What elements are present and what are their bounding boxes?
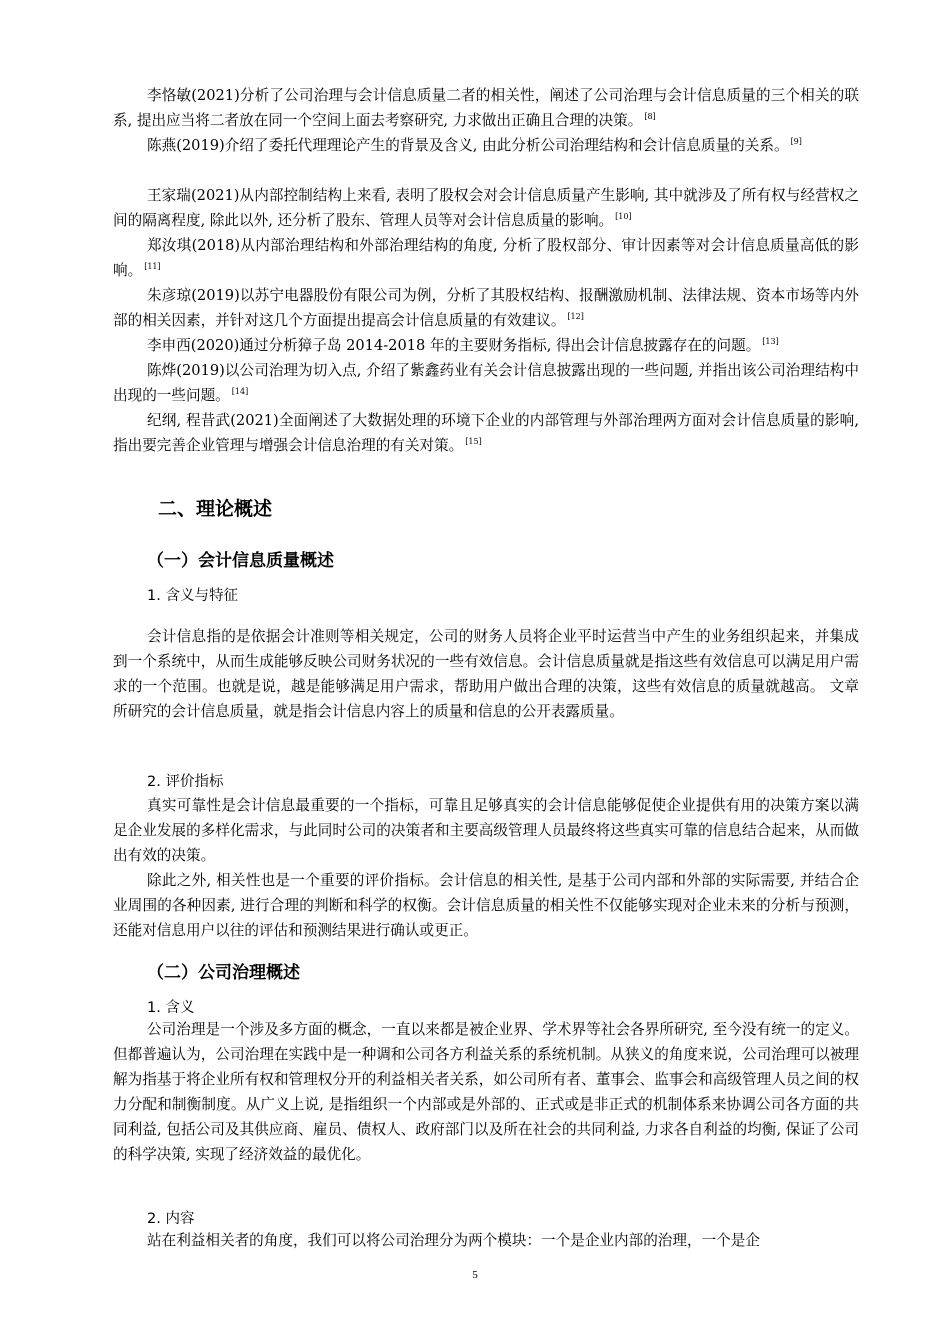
body-paragraph: 真实可靠性是会计信息最重要的一个指标，可靠且足够真实的会计信息能够促使企业提供有用的决策方案以满足企业发展的多样化需求，与此同时公司的决策者和主要高级管理人员最终将这些真实可靠的信息结合起来，从而做出有效的决策。: [113, 797, 859, 864]
citation-ref: [8]: [644, 112, 656, 122]
paragraph-text: 郑汝琪(2018)从内部治理结构和外部治理结构的角度, 分析了股权部分、审计因素等对会计信息质量高低的影响。: [113, 237, 859, 279]
body-paragraph: 会计信息指的是依据会计准则等相关规定，公司的财务人员将企业平时运营当中产生的业务组织起来，并集成到一个系统中，从而生成能够反映公司财务状况的一些有效信息。会计信息质量就是指这些有效信息可以满足用户需求的一个范围。也就是说，越是能够满足用户需求，帮助用户做出合理的决策，这些有效信息的质量就越高。 文章所研究的会计信息质量，就是指会计信息内容上的质量和信息的公开表露质量。: [113, 628, 859, 720]
citation-ref: [15]: [465, 437, 482, 447]
citation-ref: [11]: [144, 262, 161, 272]
review-paragraph: [113, 83, 859, 133]
heading-content: 2. 内容: [147, 1211, 195, 1227]
paragraph-text: 纪纲, 程昔武(2021)全面阐述了大数据处理的环境下企业的内部管理与外部治理两方面对会计信息质量的影响, 指出要完善企业管理与增强会计信息治理的有关对策。: [113, 412, 859, 454]
paragraph-text: 李申西(2020)通过分析獐子岛 2014-2018 年的主要财务指标, 得出会计信息披露存在的问题。: [147, 337, 761, 354]
body-paragraph: 站在利益相关者的角度，我们可以将公司治理分为两个模块：一个是企业内部的治理，一个是企: [147, 1232, 760, 1249]
section-title: 二、理论概述: [158, 498, 273, 520]
citation-ref: [9]: [790, 137, 802, 147]
review-paragraph: [113, 183, 859, 233]
review-paragraph: [113, 333, 859, 358]
subsection-title-accounting-info: （一）会计信息质量概述: [147, 551, 334, 571]
review-paragraph: [113, 358, 859, 408]
paragraph-text: 李恪敏(2021)分析了公司治理与会计信息质量二者的相关性，阐述了公司治理与会计信息质量的三个相关的联系, 提出应当将二者放在同一个空间上面去考察研究, 力求做出正确且合理的决策。: [113, 87, 859, 129]
page-number: 5: [472, 1269, 478, 1281]
heading-meaning-features: 1. 含义与特征: [147, 588, 238, 604]
review-paragraph: [113, 408, 859, 458]
review-paragraph: [113, 283, 859, 333]
paragraph-text: 朱彦琼(2019)以苏宁电器股份有限公司为例，分析了其股权结构、报酬激励机制、法律法规、资本市场等内外部的相关因素，并针对这几个方面提出提高会计信息质量的有效建议。: [113, 287, 859, 329]
citation-ref: [13]: [762, 337, 779, 347]
accounting-info-meaning: [113, 624, 859, 724]
paragraph-text: 陈燕(2019)介绍了委托代理理论产生的背景及含义, 由此分析公司治理结构和会计信息质量的关系。: [147, 137, 789, 154]
governance-meaning: [113, 1017, 859, 1167]
body-paragraph: 公司治理是一个涉及多方面的概念，一直以来都是被企业界、学术界等社会各界所研究, 至今没有统一的定义。但都普遍认为，公司治理在实践中是一种调和公司各方利益关系的系统机制。从狭义的角度来说，公司治理可以被理解为指基于将企业所有权和管理权分开的利益相关者关系，如公司所有者、董事会、监事会和高级管理人员之间的权力分配和制衡制度。从广义上说, 是指组织一个内部或是外部的、正式或是非正式的机制体系来协调公司各方面的共同利益, 包括公司及其供应商、雇员、债权人、政府部门以及所在社会的共同利益, 力求各自利益的均衡, 保证了公司的科学决策, 实现了经济效益的最优化。: [113, 1021, 859, 1163]
subsection-title-governance: （二）公司治理概述: [147, 963, 300, 983]
heading-meaning: 1. 含义: [147, 1000, 195, 1016]
literature-review-cont: [113, 183, 859, 458]
paragraph-text: 王家瑞(2021)从内部控制结构上来看, 表明了股权会对会计信息质量产生影响, 其中就涉及了所有权与经营权之间的隔离程度, 除此以外, 还分析了股东、管理人员等对会计信息质量的影响。: [113, 187, 859, 229]
review-paragraph: [113, 133, 859, 158]
paragraph-text: 陈烨(2019)以公司治理为切入点, 介绍了紫鑫药业有关会计信息披露出现的一些问题, 并指出该公司治理结构中出现的一些问题。: [113, 362, 859, 404]
body-paragraph: 除此之外, 相关性也是一个重要的评价指标。会计信息的相关性, 是基于公司内部和外部的实际需要, 并结合企业周围的各种因素, 进行合理的判断和科学的权衡。会计信息质量的相关性不仅能够实现对企业未来的分析与预测，还能对信息用户以往的评估和预测结果进行确认或更正。: [113, 872, 859, 939]
heading-evaluation-indicators: 2. 评价指标: [147, 774, 224, 790]
citation-ref: [12]: [567, 312, 584, 322]
citation-ref: [14]: [231, 387, 249, 397]
citation-ref: [10]: [615, 212, 632, 222]
literature-review: [113, 83, 859, 158]
governance-content: [113, 1228, 859, 1253]
evaluation-indicators: [113, 793, 859, 943]
review-paragraph: [113, 233, 859, 283]
